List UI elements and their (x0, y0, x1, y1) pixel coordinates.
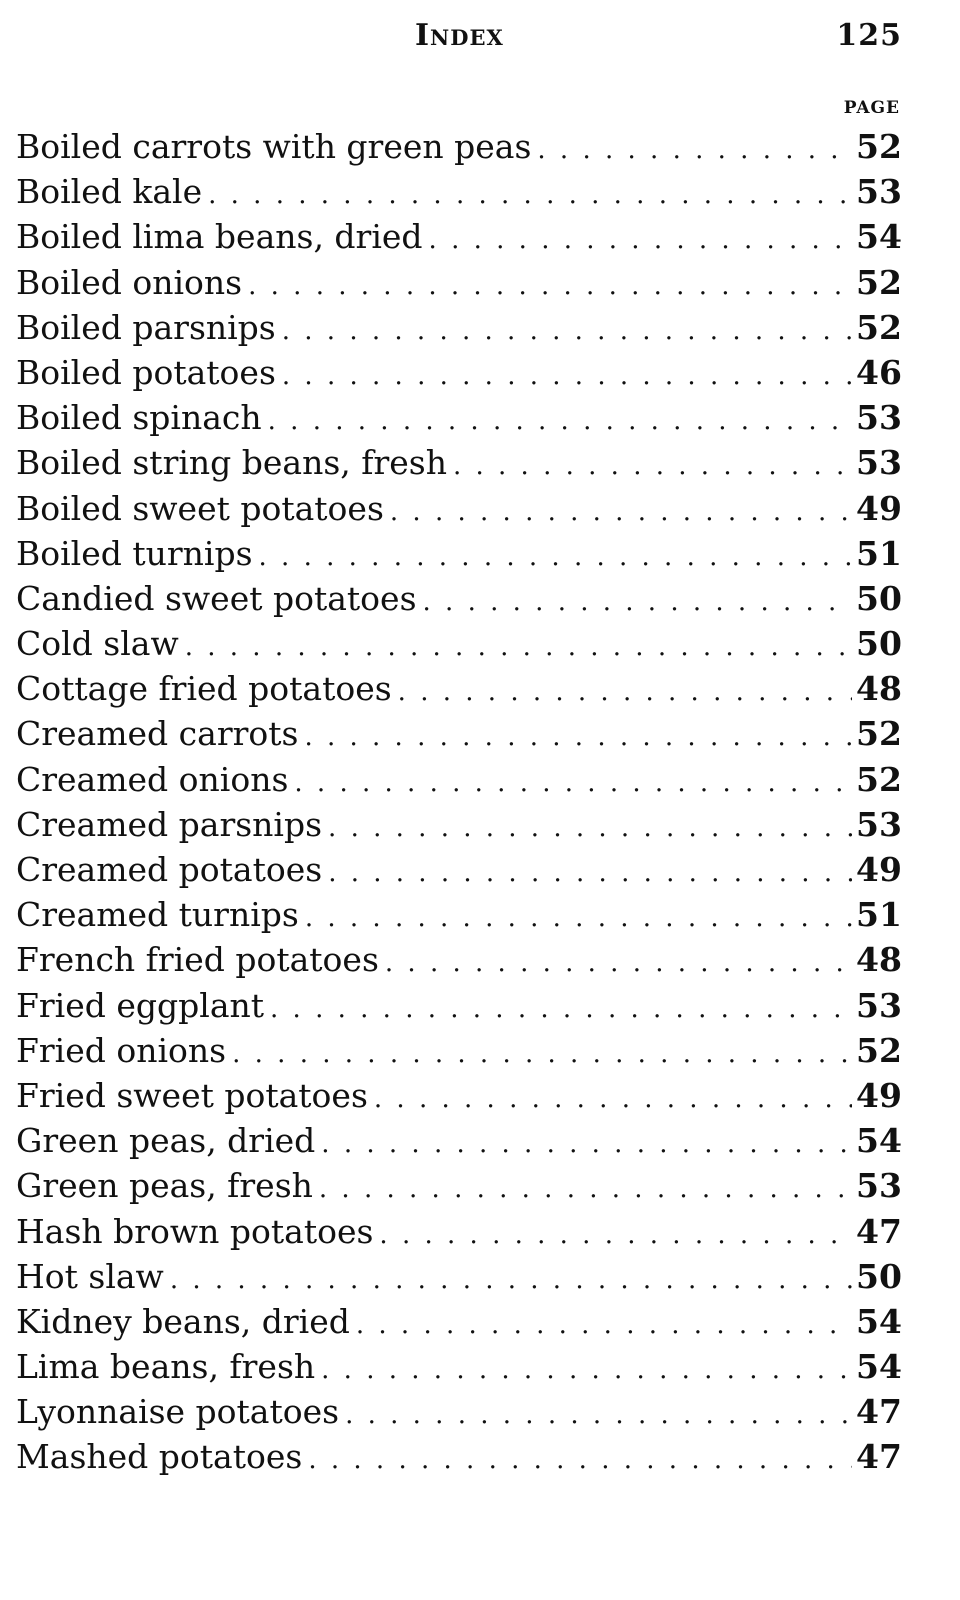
entry-name: Boiled turnips (16, 533, 253, 573)
entry-name: Creamed parsnips (16, 804, 323, 844)
entry-name: Fried eggplant (16, 985, 265, 1025)
dot-leader (321, 1348, 852, 1393)
index-entry (16, 260, 902, 305)
entry-page-number: 53 (856, 443, 902, 483)
entry-name: Hash brown potatoes (16, 1211, 374, 1251)
index-entry (16, 757, 902, 802)
index-entry (16, 305, 902, 350)
entry-name: Green peas, dried (16, 1121, 316, 1161)
entry-name: Hot slaw (16, 1256, 164, 1296)
dot-leader (453, 444, 852, 489)
entry-page-number: 54 (856, 1347, 902, 1387)
entry-name: Cold slaw (16, 624, 179, 664)
entry-name: Kidney beans, dried (16, 1301, 350, 1341)
entry-name: Boiled parsnips (16, 307, 276, 347)
entry-page-number: 49 (856, 1075, 902, 1115)
entry-page-number: 49 (856, 488, 902, 528)
index-entry (16, 1163, 902, 1208)
index-entry (16, 892, 902, 937)
entry-page-number: 50 (856, 578, 902, 618)
entry-name: Boiled spinach (16, 398, 262, 438)
page-number: 125 (836, 18, 902, 53)
index-entry (16, 1073, 902, 1118)
entry-page-number: 51 (856, 533, 902, 573)
index-entry (16, 847, 902, 892)
index-entry (16, 169, 902, 214)
index-entry (16, 983, 902, 1028)
dot-leader (321, 1122, 852, 1167)
entry-name: Fried onions (16, 1030, 227, 1070)
dot-leader (374, 1077, 852, 1122)
dot-leader (345, 1393, 852, 1438)
entry-name: Boiled lima beans, dried (16, 217, 423, 257)
dot-leader (282, 309, 852, 354)
entry-name: Boiled carrots with green peas (16, 127, 532, 166)
dot-leader (379, 1213, 852, 1258)
entry-page-number: 50 (856, 1256, 902, 1296)
index-entry (16, 937, 902, 982)
entry-name: Candied sweet potatoes (16, 578, 417, 618)
dot-leader (308, 1438, 852, 1483)
index-entry (16, 1299, 902, 1344)
entry-page-number: 54 (856, 1301, 902, 1341)
entry-name: Lyonnaise potatoes (16, 1392, 340, 1432)
entry-page-number: 48 (856, 940, 902, 980)
entry-page-number: 47 (856, 1392, 902, 1432)
index-entry (16, 350, 902, 395)
entry-name: Lima beans, fresh (16, 1347, 316, 1387)
entry-name: Boiled kale (16, 172, 203, 212)
dot-leader (328, 851, 852, 896)
index-entry (16, 395, 902, 440)
dot-leader (537, 128, 852, 173)
entry-page-number: 53 (856, 398, 902, 438)
index-entry (16, 124, 902, 169)
index-entry (16, 1209, 902, 1254)
dot-leader (423, 580, 852, 625)
page-title: Index (415, 18, 504, 53)
dot-leader (294, 761, 852, 806)
dot-leader (185, 625, 852, 670)
index-entry (16, 1389, 902, 1434)
entry-page-number: 54 (856, 1121, 902, 1161)
index-entry (16, 1254, 902, 1299)
dot-leader (305, 896, 852, 941)
entry-name: Creamed potatoes (16, 850, 323, 889)
entry-page-number: 54 (856, 217, 902, 257)
entry-name: Green peas, fresh (16, 1166, 313, 1206)
entry-page-number: 49 (856, 850, 902, 889)
dot-leader (170, 1258, 852, 1303)
index-entry (16, 621, 902, 666)
entry-name: Creamed turnips (16, 895, 299, 935)
dot-leader (319, 1167, 852, 1212)
entry-page-number: 47 (856, 1211, 902, 1251)
entry-name: Mashed potatoes (16, 1437, 303, 1477)
dot-leader (356, 1303, 852, 1348)
dot-leader (385, 941, 852, 986)
index-entry (16, 666, 902, 711)
entry-page-number: 52 (856, 307, 902, 347)
dot-leader (270, 987, 852, 1032)
entry-name: Fried sweet potatoes (16, 1075, 368, 1115)
dot-leader (268, 399, 852, 444)
entry-page-number: 51 (856, 895, 902, 935)
entry-name: French fried potatoes (16, 940, 379, 980)
page-column-label: PAGE (843, 98, 900, 118)
dot-leader (429, 218, 852, 263)
entry-page-number: 52 (856, 759, 902, 799)
entry-page-number: 53 (856, 172, 902, 212)
entry-page-number: 46 (856, 352, 902, 392)
entry-page-number: 53 (856, 985, 902, 1025)
entry-page-number: 52 (856, 127, 902, 166)
index-entry (16, 440, 902, 485)
index-entry (16, 802, 902, 847)
entry-name: Boiled potatoes (16, 352, 276, 392)
index-entry (16, 486, 902, 531)
index-entry (16, 1028, 902, 1073)
entry-name: Boiled sweet potatoes (16, 488, 384, 528)
dot-leader (232, 1032, 852, 1077)
entry-page-number: 50 (856, 624, 902, 664)
dot-leader (282, 354, 852, 399)
dot-leader (304, 715, 852, 760)
dot-leader (208, 173, 852, 218)
entry-page-number: 52 (856, 262, 902, 302)
index-entry (16, 214, 902, 259)
entry-name: Creamed onions (16, 759, 289, 799)
index-entry (16, 1344, 902, 1389)
index-entry (16, 531, 902, 576)
index-entry (16, 1118, 902, 1163)
entry-name: Boiled string beans, fresh (16, 443, 447, 483)
entry-name: Cottage fried potatoes (16, 669, 392, 709)
index-entry (16, 711, 902, 756)
dot-leader (248, 264, 852, 309)
page-header (0, 18, 960, 58)
dot-leader (390, 490, 852, 535)
entry-name: Boiled onions (16, 262, 243, 302)
entry-page-number: 53 (856, 1166, 902, 1206)
dot-leader (398, 670, 852, 715)
entry-page-number: 48 (856, 669, 902, 709)
dot-leader (328, 806, 852, 851)
entry-page-number: 52 (856, 714, 902, 754)
entry-page-number: 47 (856, 1437, 902, 1477)
index-entry (16, 1434, 902, 1479)
index-entry (16, 576, 902, 621)
entry-name: Creamed carrots (16, 714, 299, 754)
entry-page-number: 52 (856, 1030, 902, 1070)
index-list (16, 124, 902, 1480)
dot-leader (259, 535, 852, 580)
entry-page-number: 53 (856, 804, 902, 844)
